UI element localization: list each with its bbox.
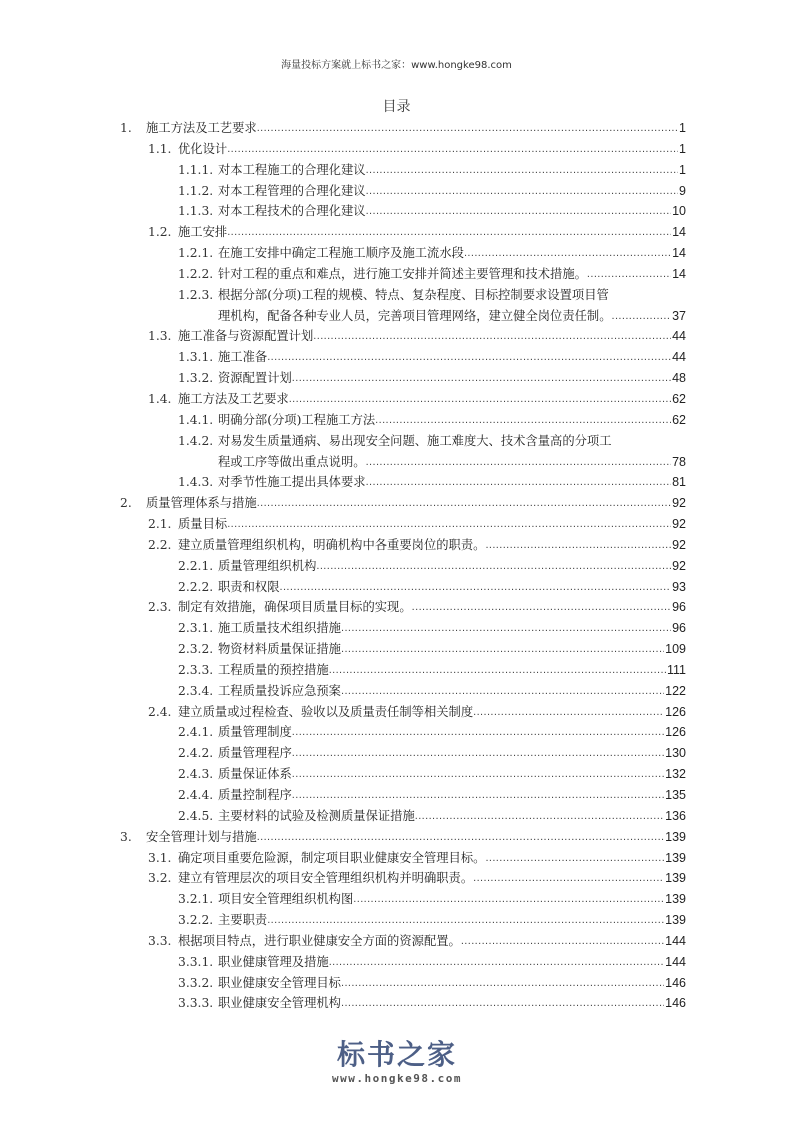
toc-entry-number: 2.3.3. [178,662,214,677]
toc-entry-page: 92 [672,558,686,573]
toc-entry-number: 1.2. [148,225,172,240]
toc-entry-page: 14 [672,246,686,261]
toc-entry-continuation[interactable] [120,306,686,327]
toc-entry[interactable] [120,764,686,785]
toc-entry-number: 1.4.1. [178,412,214,427]
toc-entry-number: 1.2.1. [178,246,214,261]
toc-entry-page: 62 [672,412,686,427]
toc-entry-number: 1.4. [148,391,172,406]
toc-entry-number: 1.1.3. [178,204,214,219]
toc-entry-page: 126 [665,725,686,740]
dot-leader [415,806,664,827]
toc-entry-number: 3. [120,829,132,844]
page-header: 海量投标方案就上标书之家：www.hongke98.com [281,60,512,71]
toc-entry-number: 2.2.2. [178,579,214,594]
toc-entry-page: 48 [672,371,686,386]
toc-entry[interactable] [120,347,686,368]
toc-entry[interactable] [120,868,686,889]
toc-entry-number: 2.2. [148,537,172,552]
toc-entry[interactable] [120,535,686,556]
toc-entry-title: 对季节性施工提出具体要求 [218,475,366,490]
toc-entry-page: 139 [665,850,686,865]
toc-entry-number: 2.3.1. [178,621,214,636]
toc-entry-page: 144 [665,933,686,948]
dot-leader [227,514,671,535]
toc-entry-title: 制定有效措施，确保项目质量目标的实现。 [178,600,412,615]
toc-entry-number: 2.3.2. [178,642,214,657]
toc-entry-number: 1. [120,121,132,135]
dot-leader [366,452,672,473]
dot-leader [227,222,671,243]
toc-entry-page: 10 [672,204,686,219]
toc-entry[interactable] [120,368,686,389]
toc-entry-title: 建立质量管理组织机构，明确机构中各重要岗位的职责。 [178,537,486,552]
toc-entry[interactable] [120,827,686,848]
toc-entry[interactable] [120,993,686,1014]
toc-entry[interactable] [120,243,686,264]
toc-entry-page: 136 [665,808,686,823]
toc-entry-page: 139 [665,892,686,907]
toc-entry-title: 主要职责 [218,913,268,928]
toc-entry-page: 111 [666,662,686,677]
toc-entry-title: 安全管理计划与措施 [146,829,257,844]
toc-entry-page: 144 [665,954,686,969]
dot-leader [473,868,664,889]
dot-leader [375,410,671,431]
dot-leader [412,597,671,618]
toc-entry-title: 施工准备 [218,350,268,365]
dot-leader [257,827,664,848]
toc-entry-page: 109 [665,642,686,657]
dot-leader [292,764,664,785]
toc-entry-number: 1.4.3. [178,475,214,490]
toc-entry-number: 3.2.1. [178,892,214,907]
toc-entry-page: 139 [665,829,686,844]
toc-entry-number: 2.2.1. [178,558,214,573]
toc-entry[interactable] [120,431,686,452]
toc-entry-title: 明确分部(分项)工程施工方法 [218,412,376,427]
toc-entry-number: 2.4. [148,704,172,719]
toc-entry-number: 1.2.3. [178,287,214,302]
toc-entry-page: 37 [672,308,686,323]
dot-leader [316,556,671,577]
toc-entry-page: 1 [679,162,686,177]
toc-entry-page: 92 [672,517,686,532]
toc-entry[interactable] [120,702,686,723]
toc-entry-title: 施工质量技术组织措施 [218,621,341,636]
dot-leader [341,618,671,639]
dot-leader [329,660,666,681]
dot-leader [313,326,671,347]
toc-entry[interactable] [120,139,686,160]
toc-entry-number: 2.4.1. [178,725,214,740]
dot-leader [366,201,672,222]
toc-title: 目录 [382,99,411,115]
toc-entry[interactable] [120,514,686,535]
toc-entry-title: 职业健康安全管理目标 [218,975,341,990]
toc-entry[interactable] [120,410,686,431]
toc-entry-page: 130 [665,746,686,761]
toc-entry-page: 135 [665,788,686,802]
toc-entry[interactable] [120,556,686,577]
toc-entry[interactable] [120,722,686,743]
toc-entry-title: 对本工程技术的合理化建议 [218,204,366,219]
toc-entry-number: 3.2. [148,871,172,886]
toc-entry[interactable] [120,681,686,702]
toc-entry-number: 3.1. [148,850,172,865]
toc-entry-title: 质量目标 [178,517,228,532]
toc-entry[interactable] [120,181,686,202]
toc-entry-number: 1.4.2. [178,433,214,448]
toc-entry-title: 职责和权限 [218,579,280,594]
toc-entry[interactable] [120,118,686,139]
toc-entry-page: 44 [672,350,686,365]
dot-leader [267,347,671,368]
toc-entry-title: 职业健康管理及措施 [218,954,329,969]
toc-entry[interactable] [120,848,686,869]
dot-leader [464,243,671,264]
toc-entry-title: 工程质量投诉应急预案 [218,683,341,698]
toc-entry-page: 93 [672,579,686,594]
toc-entry[interactable] [120,806,686,827]
toc-entry[interactable] [120,973,686,994]
toc-entry-number: 2.4.2. [178,746,214,761]
toc-entry[interactable] [120,222,686,243]
toc-entry-page: 1 [679,121,686,135]
toc-entry[interactable] [120,326,686,347]
toc-entry-title: 根据项目特点，进行职业健康安全方面的资源配置。 [178,933,461,948]
dot-leader [353,889,664,910]
toc-entry-title-continued: 理机构，配备各种专业人员，完善项目管理网络，建立健全岗位责任制。 [218,308,612,323]
toc-entry[interactable] [120,910,686,931]
dot-leader [267,910,664,931]
toc-entry[interactable] [120,389,686,410]
toc-entry-page: 96 [672,621,686,636]
toc-entry-number: 2.3.4. [178,683,214,698]
toc-entry-title: 项目安全管理组织机构图 [218,892,354,907]
toc-entry[interactable] [120,597,686,618]
toc-entry-title: 主要材料的试验及检测质量保证措施 [218,808,415,823]
watermark [322,1040,472,1086]
dot-leader [366,160,678,181]
toc-entry-title: 质量保证体系 [218,767,292,782]
toc-entry-number: 3.3.1. [178,954,214,969]
toc-entry-page: 81 [672,475,686,490]
toc-entry[interactable] [120,952,686,973]
toc-entry-title: 建立质量或过程检查、验收以及质量责任制等相关制度 [178,704,474,719]
toc-entry-title: 质量管理制度 [218,725,292,740]
toc-entry-page: 126 [665,704,686,719]
toc-entry-title: 优化设计 [178,141,228,156]
dot-leader [292,368,671,389]
toc-entry-title: 施工方法及工艺要求 [178,391,289,406]
dot-leader [341,993,664,1014]
toc-entry-title: 对本工程施工的合理化建议 [218,162,366,177]
toc-entry-title: 根据分部(分项)工程的规模、特点、复杂程度、目标控制要求设置项目管 [218,287,609,302]
toc-entry-number: 3.2.2. [178,913,214,928]
toc-entry-title: 施工安排 [178,225,228,240]
toc-entry-page: 14 [672,225,686,240]
toc-entry-number: 1.3.2. [178,371,214,386]
dot-leader [485,848,664,869]
toc-entry-title: 在施工安排中确定工程施工顺序及施工流水段 [218,246,464,261]
toc-entry-title: 工程质量的预控措施 [218,662,329,677]
toc-entry-number: 3.3. [148,933,172,948]
toc-entry[interactable] [120,660,686,681]
table-of-contents [120,118,686,1014]
toc-entry-number: 1.1.1. [178,162,214,177]
toc-entry[interactable] [120,285,686,306]
toc-entry-title: 质量控制程序 [218,788,292,802]
toc-entry-title: 建立有管理层次的项目安全管理组织机构并明确职责。 [178,871,474,886]
toc-entry-page: 78 [672,454,686,469]
toc-entry[interactable] [120,577,686,598]
toc-entry-page: 139 [665,913,686,928]
toc-entry[interactable] [120,889,686,910]
watermark-logo: 标书之家 [336,1038,457,1071]
dot-leader [292,743,664,764]
toc-entry[interactable] [120,472,686,493]
toc-entry-title-continued: 程或工序等做出重点说明。 [218,454,366,469]
toc-entry-number: 2.4.3. [178,767,214,782]
dot-leader [341,639,664,660]
dot-leader [612,306,672,327]
toc-entry-page: 146 [665,975,686,990]
toc-entry-title: 物资材料质量保证措施 [218,642,341,657]
toc-entry-page: 96 [672,600,686,615]
toc-entry[interactable] [120,931,686,952]
toc-entry-title: 确定项目重要危险源，制定项目职业健康安全管理目标。 [178,850,486,865]
toc-entry-indent [178,452,210,473]
toc-entry[interactable] [120,264,686,285]
toc-entry[interactable] [120,493,686,514]
dot-leader [587,264,671,285]
toc-entry-title: 对本工程管理的合理化建议 [218,183,366,198]
dot-leader [280,577,672,598]
dot-leader [366,472,672,493]
dot-leader [341,973,664,994]
toc-entry[interactable] [120,639,686,660]
toc-entry-title: 职业健康安全管理机构 [218,996,341,1011]
toc-entry-page: 14 [672,266,686,281]
toc-entry-page: 132 [665,767,686,782]
dot-leader [366,181,678,202]
toc-entry[interactable] [120,201,686,222]
dot-leader [485,535,671,556]
toc-entry-title: 针对工程的重点和难点，进行施工安排并简述主要管理和技术措施。 [218,266,587,281]
toc-entry-title: 施工准备与资源配置计划 [178,329,314,344]
toc-entry-title: 质量管理体系与措施 [146,496,257,511]
toc-entry-number: 1.1.2. [178,183,214,198]
toc-entry-number: 2.4.5. [178,808,214,823]
toc-entry-title: 对易发生质量通病、易出现安全问题、施工难度大、技术含量高的分项工 [218,433,612,448]
toc-entry-number: 1.1. [148,141,172,156]
toc-entry-page: 9 [679,183,686,198]
dot-leader [473,702,664,723]
toc-entry-title: 质量管理程序 [218,746,292,761]
toc-entry-number: 1.3. [148,329,172,344]
toc-entry-number: 2.4.4. [178,788,214,802]
dot-leader [227,139,678,160]
toc-entry[interactable] [120,785,686,806]
toc-entry-page: 146 [665,996,686,1011]
dot-leader [257,493,671,514]
toc-entry-title: 资源配置计划 [218,371,292,386]
toc-entry-page: 44 [672,329,686,344]
toc-entry-number: 1.3.1. [178,350,214,365]
toc-entry-title: 施工方法及工艺要求 [146,121,257,135]
toc-entry-number: 3.3.3. [178,996,214,1011]
watermark-url: www.hongke98.com [332,1072,462,1085]
toc-entry-page: 122 [665,683,686,698]
toc-entry[interactable] [120,160,686,181]
toc-entry-page: 92 [672,496,686,511]
toc-entry-continuation[interactable] [120,452,686,473]
toc-entry-page: 62 [672,391,686,406]
dot-leader [461,931,664,952]
toc-entry-page: 1 [679,141,686,156]
toc-entry-page: 92 [672,537,686,552]
toc-entry-indent [178,306,210,327]
toc-entry-number: 3.3.2. [178,975,214,990]
dot-leader [329,952,664,973]
toc-entry-number: 2.1. [148,517,172,532]
toc-entry-number: 2.3. [148,600,172,615]
dot-leader [289,389,671,410]
toc-entry-title: 质量管理组织机构 [218,558,317,573]
toc-entry-number: 2. [120,496,132,511]
toc-entry-number: 1.2.2. [178,266,214,281]
dot-leader [292,722,664,743]
dot-leader [257,118,678,139]
dot-leader [292,785,664,806]
toc-entry[interactable] [120,618,686,639]
toc-entry-page: 139 [665,871,686,886]
dot-leader [341,681,664,702]
toc-entry[interactable] [120,743,686,764]
